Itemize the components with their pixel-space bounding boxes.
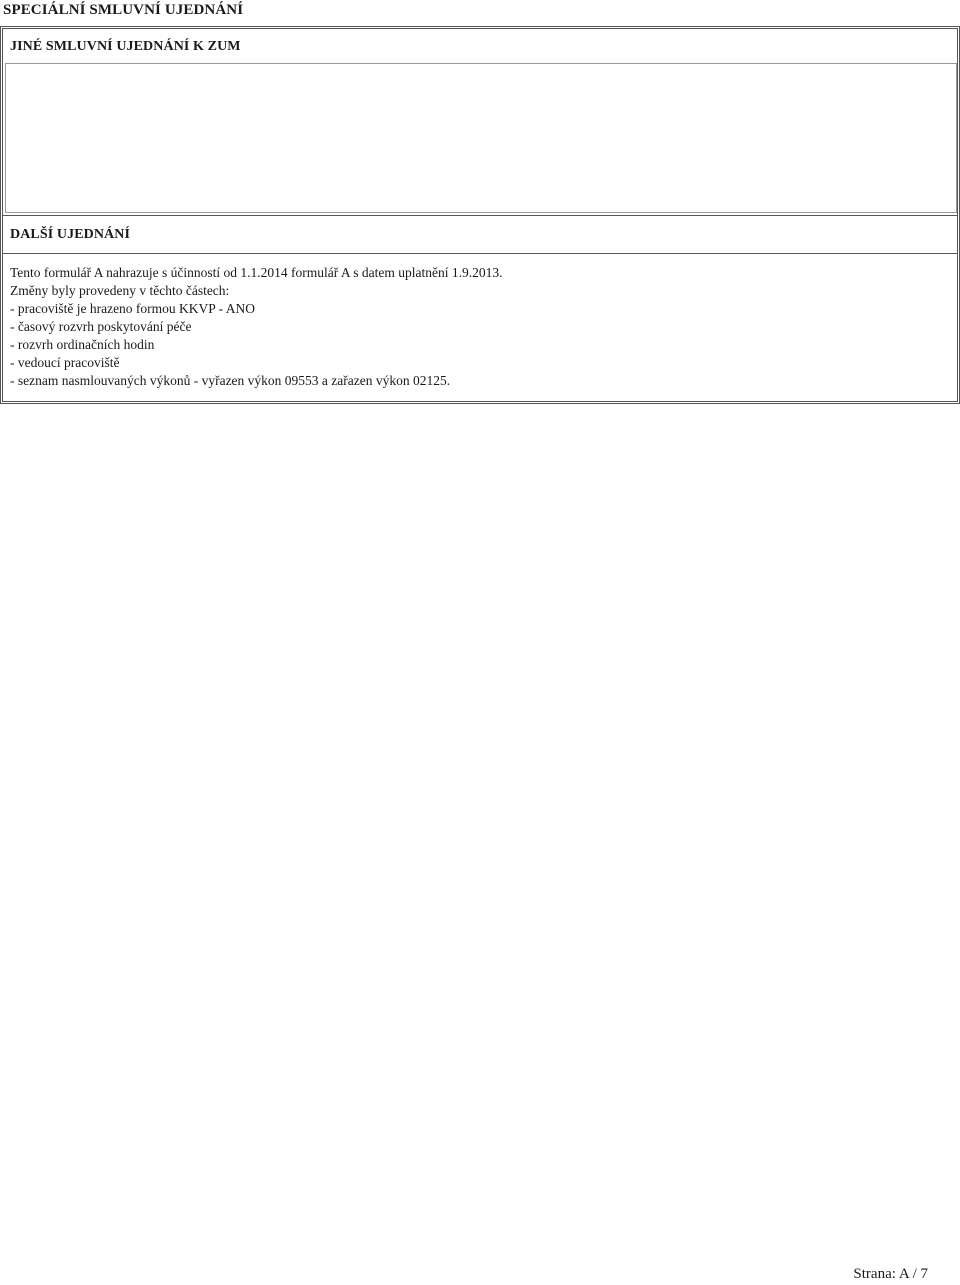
section-divider [3, 215, 957, 216]
page-number: Strana: A / 7 [853, 1266, 928, 1282]
section-additional-heading: DALŠÍ UJEDNÁNÍ [10, 227, 131, 242]
agreement-frame [0, 26, 960, 404]
other-agreement-field [5, 63, 957, 213]
text-line: Změny byly provedeny v těchto částech: [10, 283, 230, 298]
additional-agreement-text [10, 264, 502, 390]
text-line: - časový rozvrh poskytování péče [10, 319, 192, 334]
text-line: Tento formulář A nahrazuje s účinností od 1.1.2014 formulář A s datem uplatnění 1.9.2013. [10, 265, 503, 280]
section-divider [3, 253, 957, 254]
text-line: - rozvrh ordinačních hodin [10, 337, 155, 352]
text-line: - pracoviště je hrazeno formou KKVP - ANO [10, 301, 256, 316]
page-title: SPECIÁLNÍ SMLUVNÍ UJEDNÁNÍ [3, 2, 244, 18]
text-line: - seznam nasmlouvaných výkonů - vyřazen výkon 09553 a zařazen výkon 02125. [10, 373, 451, 388]
section-other-heading: JINÉ SMLUVNÍ UJEDNÁNÍ K ZUM [10, 39, 241, 54]
text-line: - vedoucí pracoviště [10, 355, 120, 370]
agreement-frame-inner [2, 28, 958, 402]
